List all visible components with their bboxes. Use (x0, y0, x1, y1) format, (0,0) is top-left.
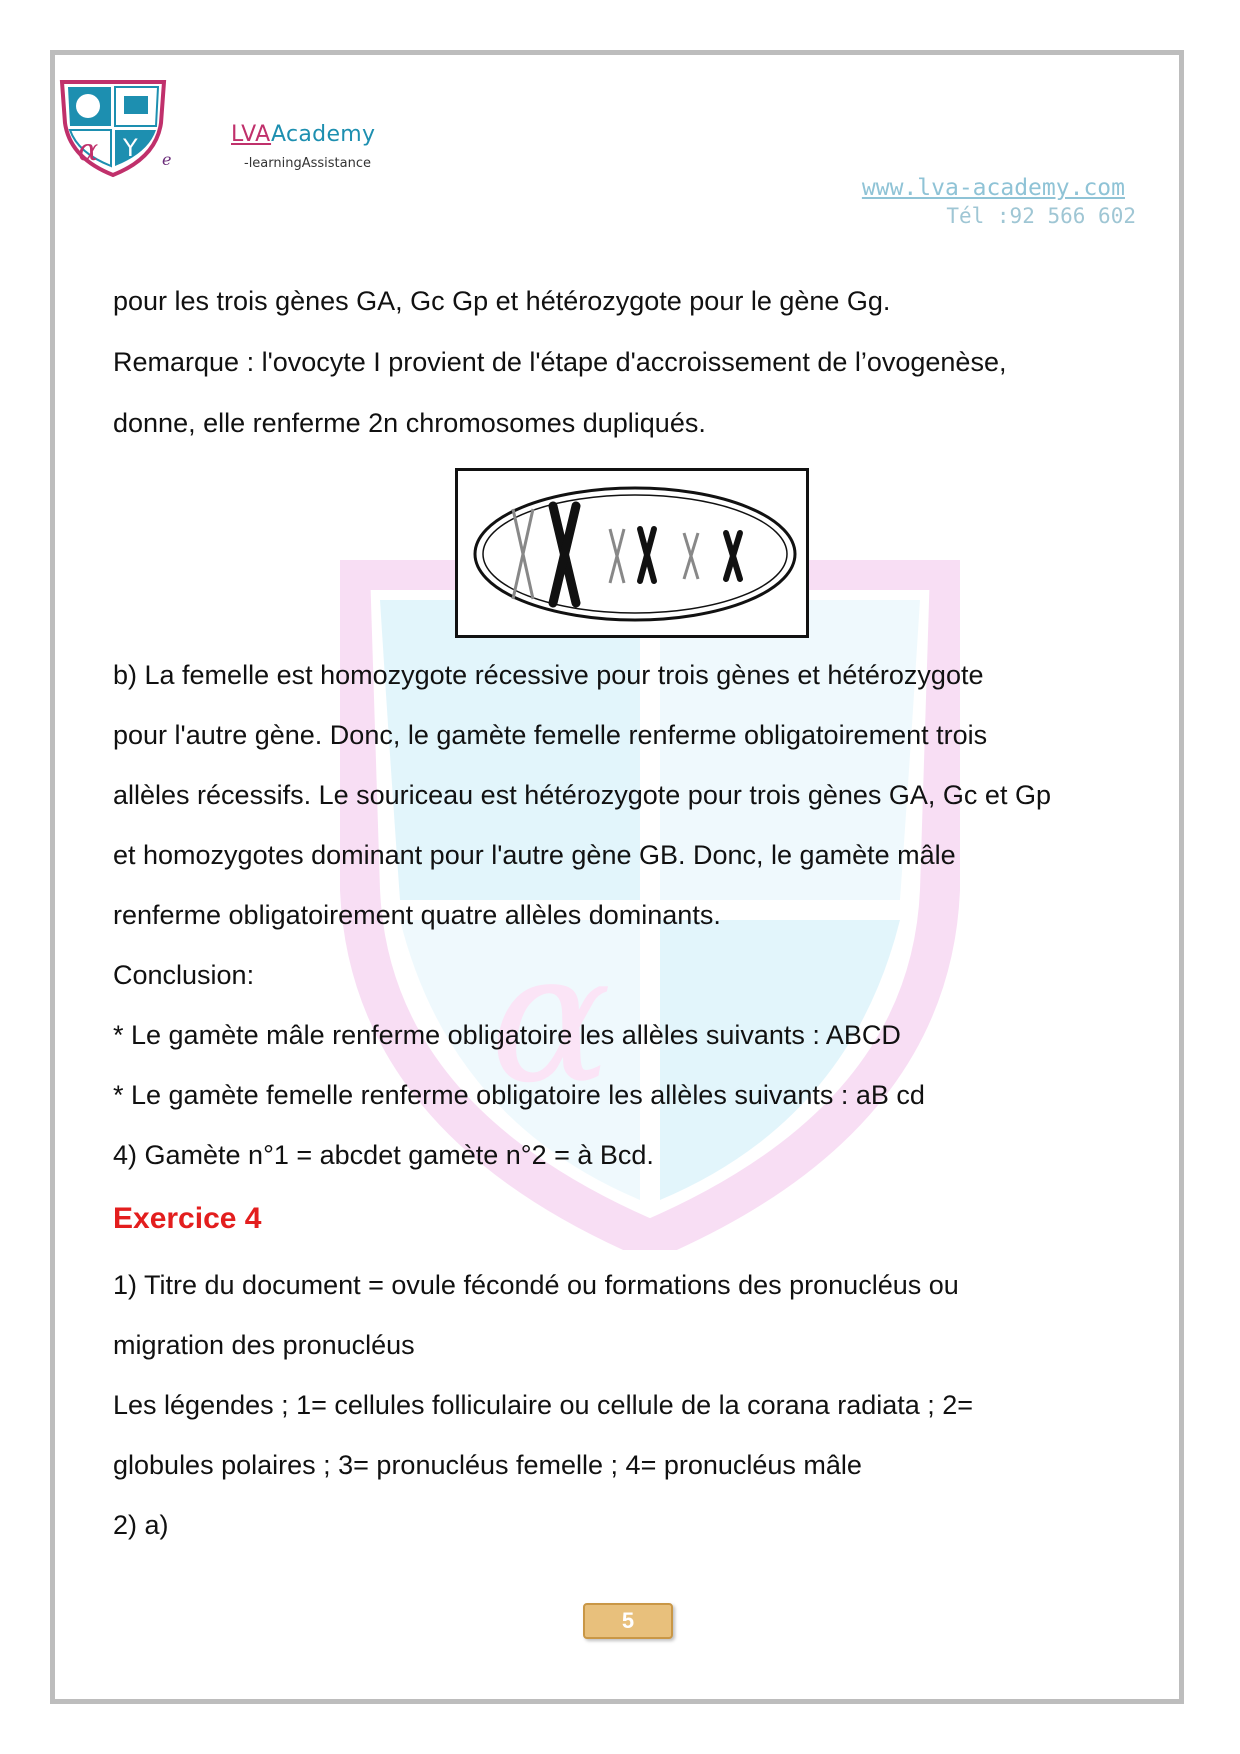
svg-text:α: α (78, 133, 99, 168)
body-line: allèles récessifs. Le souriceau est hétérozygote pour trois gènes GA, Gc et Gp (113, 780, 1051, 810)
body-line: donne, elle renferme 2n chromosomes dupliqués. (113, 408, 706, 438)
body-line: 4) Gamète n°1 = abcdet gamète n°2 = à Bcd. (113, 1140, 654, 1170)
body-line: renferme obligatoirement quatre allèles dominants. (113, 900, 721, 930)
brand-name (231, 122, 375, 147)
brand-tagline: -learningAssistance (244, 156, 371, 171)
body-line: Remarque : l'ovocyte I provient de l'étape d'accroissement de l’ovogenèse, (113, 347, 1007, 377)
exercise-heading: Exercice 4 (113, 1202, 262, 1235)
brand-lv: LVA (231, 122, 272, 147)
website-link[interactable]: www.lva-academy.com (861, 175, 1125, 201)
chromosome-figure (455, 468, 809, 638)
body-line: Les légendes ; 1= cellules folliculaire ou cellule de la corana radiata ; 2= (113, 1390, 974, 1420)
body-line: * Le gamète mâle renferme obligatoire les allèles suivants : ABCD (113, 1020, 901, 1050)
brand-academy: Academy (271, 122, 376, 147)
lva-academy-shield-logo-icon (58, 78, 168, 178)
body-line: pour l'autre gène. Donc, le gamète femelle renferme obligatoirement trois (113, 720, 988, 750)
body-line: b) La femelle est homozygote récessive pour trois gènes et hétérozygote (113, 660, 984, 690)
conclusion-label: Conclusion: (113, 960, 255, 990)
body-line: 2) a) (113, 1510, 169, 1540)
body-line: * Le gamète femelle renferme obligatoire les allèles suivants : aB cd (113, 1080, 925, 1110)
svg-text:Y: Y (123, 134, 138, 162)
body-line: pour les trois gènes GA, Gc Gp et hétérozygote pour le gène Gg. (113, 286, 891, 316)
body-line: 1) Titre du document = ovule fécondé ou formations des pronucléus ou (113, 1270, 959, 1300)
body-line: migration des pronucléus (113, 1330, 415, 1360)
body-line: globules polaires ; 3= pronucléus femelle ; 4= pronucléus mâle (113, 1450, 862, 1480)
body-line: et homozygotes dominant pour l'autre gène GB. Donc, le gamète mâle (113, 840, 956, 870)
svg-text:α: α (490, 914, 612, 1123)
page-number-badge: 5 (583, 1603, 673, 1639)
logo-letter: e (162, 150, 172, 169)
cell-with-duplicated-chromosomes-icon (458, 471, 806, 635)
phone-number: Tél :92 566 602 (946, 204, 1136, 228)
